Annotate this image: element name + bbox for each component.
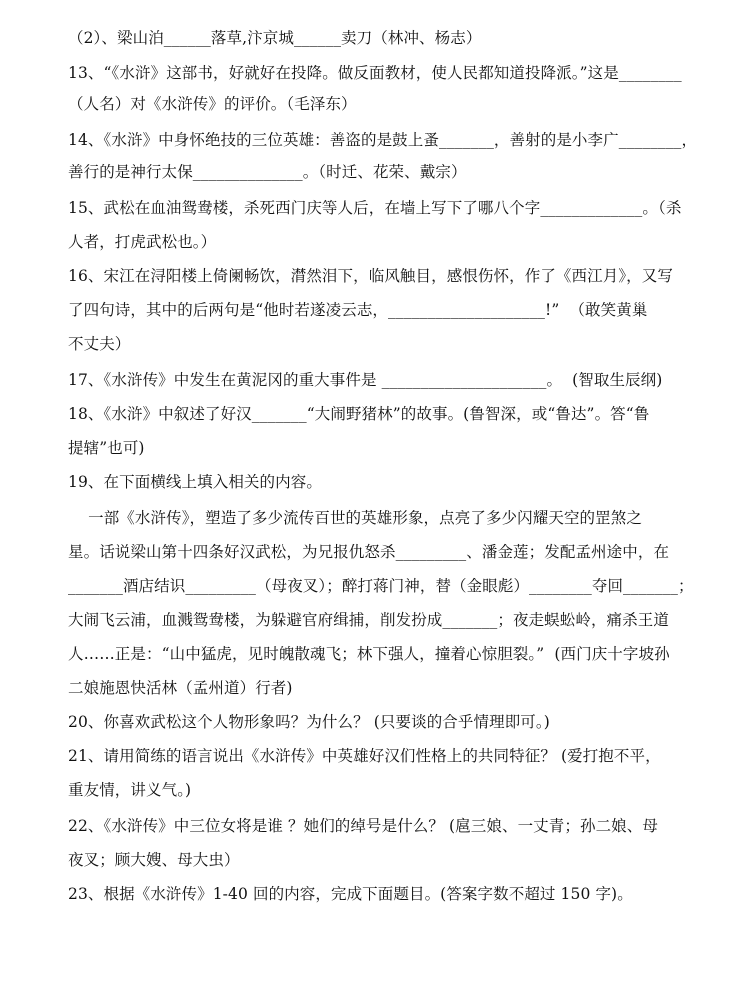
text-line: 23、根据《水浒传》1-40 回的内容，完成下面题目。(答案字数不超过 150 字)。 — [68, 885, 633, 903]
text-line: 14、《水浒》中身怀绝技的三位英雄：善盗的是鼓上蚤_______，善射的是小李广________， — [68, 131, 698, 149]
text-line: （2）、梁山泊______落草,汴京城______卖刀（林冲、杨志） — [68, 29, 482, 47]
text-line: 13、“《水浒》这部书，好就好在投降。做反面教材，使人民都知道投降派。”这是________ — [68, 64, 682, 82]
text-line: 一部《水浒传》，塑造了多少流传百世的英雄形象，点亮了多少闪耀天空的罡煞之 — [68, 509, 642, 527]
text-line: 15、武松在血油鸳鸯楼，杀死西门庆等人后，在墙上写下了哪八个字_____________。（杀 — [68, 199, 682, 217]
text-line: 提辖”也可) — [68, 439, 145, 457]
text-line: 大闹飞云浦，血溅鸳鸯楼，为躲避官府缉捕，削发扮成_______；夜走蜈蚣岭，痛杀王道 — [68, 611, 669, 629]
text-line: 16、宋江在浔阳楼上倚阑畅饮，潸然泪下，临风触目，感恨伤怀，作了《西江月》，又写 — [68, 267, 673, 285]
text-line: 17、《水浒传》中发生在黄泥冈的重大事件是 _____________________。 (智取生辰纲) — [68, 371, 663, 389]
text-line: 夜叉；顾大嫂、母大虫） — [68, 851, 240, 869]
text-line: _______酒店结识_________（母夜叉）；醉打蒋门神，替（金眼彪）________夺回_______； — [68, 577, 694, 595]
text-line: 人者，打虎武松也。） — [68, 233, 217, 251]
text-line: 人……正是：“山中猛虎，见时魄散魂飞；林下强人，撞着心惊胆裂。” (西门庆十字坡孙 — [68, 645, 670, 663]
text-line: （人名）对《水浒传》的评价。（毛泽东） — [68, 95, 357, 113]
text-line: 21、请用简练的语言说出《水浒传》中英雄好汉们性格上的共同特征？ (爱打抱不平， — [68, 747, 661, 765]
text-line: 18、《水浒》中叙述了好汉_______“大闹野猪林”的故事。(鲁智深，或“鲁达”。答“鲁 — [68, 405, 650, 423]
text-line: 不丈夫） — [68, 335, 131, 353]
text-line: 22、《水浒传》中三位女将是谁 ？她们的绰号是什么？ (扈三娘、一丈青；孙二娘、母 — [68, 817, 658, 835]
text-line: 19、在下面横线上填入相关的内容。 — [68, 473, 322, 491]
text-line: 重友情，讲义气。) — [68, 781, 192, 799]
text-line: 星。话说梁山第十四条好汉武松，为兄报仇怒杀_________、潘金莲；发配孟州途中，在 — [68, 543, 670, 561]
text-line: 二娘施恩快活林（孟州道）行者) — [68, 679, 293, 697]
text-line: 了四句诗，其中的后两句是“他时若遂凌云志，____________________!” （敢笑黄巢 — [68, 301, 648, 319]
text-line: 20、你喜欢武松这个人物形象吗？为什么？ (只要谈的合乎情理即可。) — [68, 713, 550, 731]
text-line: 善行的是神行太保______________。（时迁、花荣、戴宗） — [68, 163, 467, 181]
